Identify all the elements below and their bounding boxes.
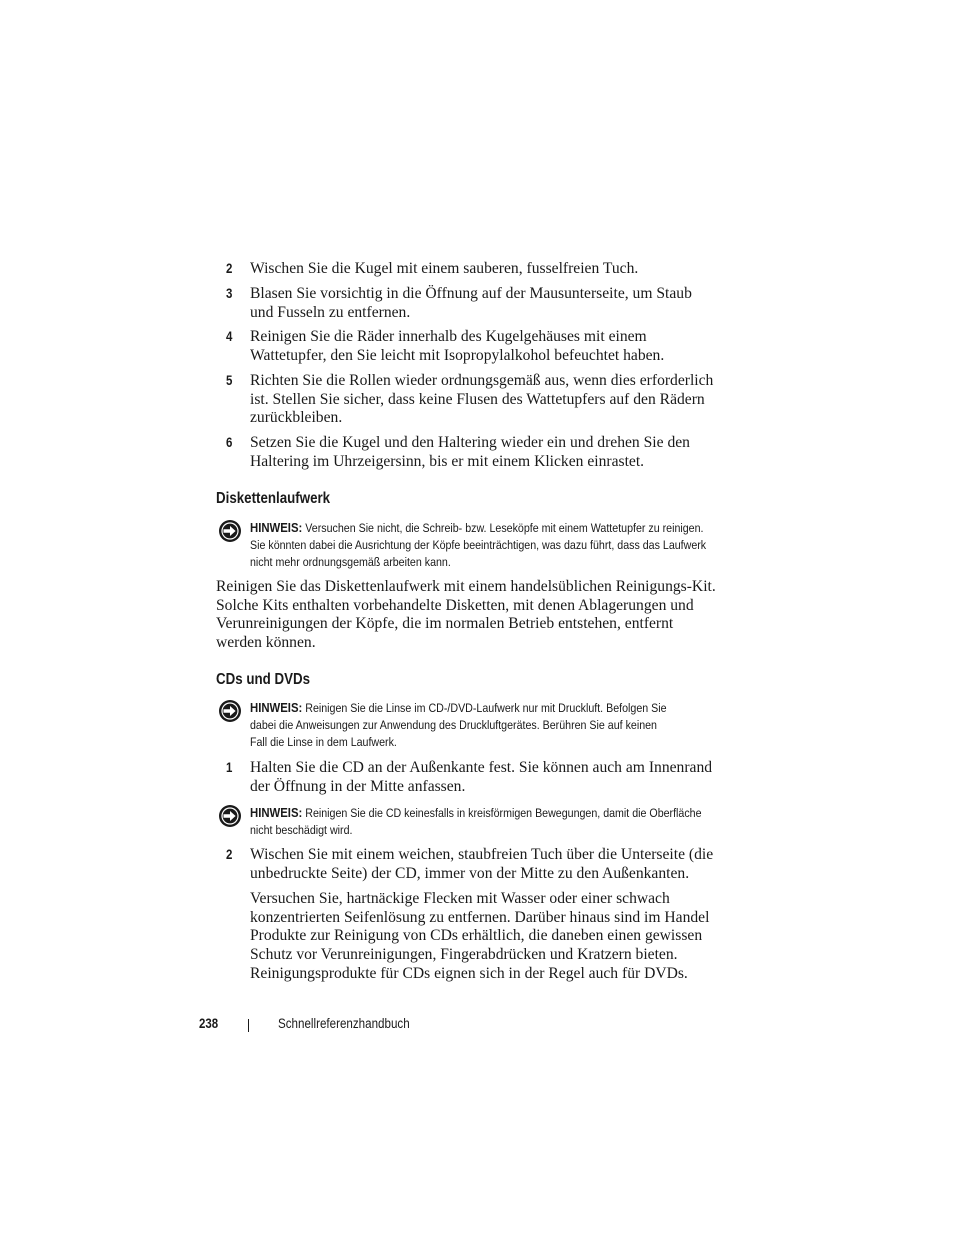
step-number: 6: [226, 435, 233, 450]
notice-arrow-icon: [218, 519, 242, 543]
section-heading-floppy: Diskettenlaufwerk: [216, 490, 331, 507]
footer-title: Schnellreferenzhandbuch: [278, 1016, 410, 1031]
step-number: 1: [226, 760, 233, 775]
step-number: 4: [226, 329, 233, 344]
step-text: Reinigen Sie die Räder innerhalb des Kugelgehäuses mit einem Wattetupfer, den Sie leicht mit Isopropylalkohol befeuchtet haben.: [250, 328, 665, 364]
notice-body: Reinigen Sie die CD keinesfalls in kreisförmigen Bewegungen, damit die Oberfläche nicht beschädigt wird.: [250, 806, 702, 838]
notice-text: [250, 804, 714, 839]
step-text: Richten Sie die Rollen wieder ordnungsgemäß aus, wenn dies erforderlich ist. Stellen Sie sicher, dass keine Flusen des Wattetupfers auf den Rädern zurückbleiben.: [250, 372, 714, 427]
notice-body: Reinigen Sie die Linse im CD-/DVD-Laufwerk nur mit Druckluft. Befolgen Sie dabei die Anweisungen zur Anwendung des Druckluftgerätes. Berühren Sie auf keinen Fall die Linse in dem Laufwerk.: [250, 701, 667, 750]
notice-label: HINWEIS:: [250, 700, 303, 715]
step-text: Wischen Sie die Kugel mit einem sauberen, fusselfreien Tuch.: [250, 260, 639, 277]
step-text: Setzen Sie die Kugel und den Haltering wieder ein und drehen Sie den Haltering im Uhrzeigersinn, bis er mit einem Klicken einrastet.: [250, 434, 690, 470]
notice-arrow-icon: [218, 804, 242, 828]
notice-text: [250, 699, 671, 752]
paragraph-cd: Versuchen Sie, hartnäckige Flecken mit Wasser oder einer schwach konzentrierten Seifenlösung zu entfernen. Darüber hinaus sind im Handel Produkte zur Reinigung von CDs erhältlich, die daneben einen gewissen Schutz vor Verunreinigungen, Fingerabdrücken und Kratzern bieten. Reinigungsprodukte für CDs eignen sich in der Regel auch für DVDs.: [250, 890, 710, 982]
page-number: 238: [199, 1016, 219, 1031]
notice-body: Versuchen Sie nicht, die Schreib- bzw. Leseköpfe mit einem Wattetupfer zu reinigen. Sie könnten dabei die Ausrichtung der Köpfe beeinträchtigen, was dazu führt, dass das Laufwerk nicht mehr ordnungsgemäß arbeiten kann.: [250, 521, 707, 570]
step-text: Wischen Sie mit einem weichen, staubfreien Tuch über die Unterseite (die unbedruckte Seite) der CD, immer von der Mitte zu den Außenkanten.: [250, 846, 714, 882]
notice-text: [250, 519, 714, 572]
notice-arrow-icon: [218, 699, 242, 723]
step-text: Halten Sie die CD an der Außenkante fest. Sie können auch am Innenrand der Öffnung in der Mitte anfassen.: [250, 759, 713, 795]
section-heading-cd: CDs und DVDs: [216, 671, 311, 688]
notice-label: HINWEIS:: [250, 805, 303, 820]
step-number: 3: [226, 286, 233, 301]
step-text: Blasen Sie vorsichtig in die Öffnung auf der Mausunterseite, um Staub und Fusseln zu entfernen.: [250, 285, 692, 321]
step-number: 2: [226, 261, 233, 276]
notice-label: HINWEIS:: [250, 520, 303, 535]
paragraph-floppy: Reinigen Sie das Diskettenlaufwerk mit einem handelsüblichen Reinigungs-Kit. Solche Kits enthalten vorbehandelte Disketten, mit denen Ablagerungen und Verunreinigungen der Köpfe, die im normalen Betrieb entstehen, entfernt werden können.: [216, 578, 716, 652]
footer-separator: [248, 1019, 249, 1032]
step-number: 5: [226, 373, 233, 388]
step-number: 2: [226, 847, 233, 862]
